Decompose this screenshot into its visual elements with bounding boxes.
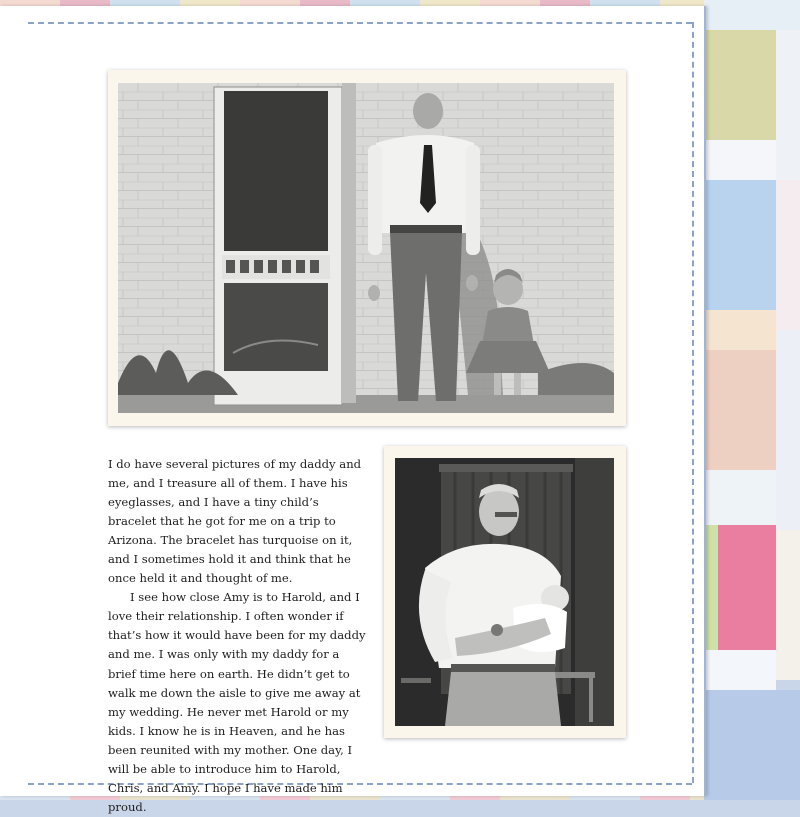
stitch-border-right xyxy=(692,22,694,783)
photo-man-and-girl-image xyxy=(118,83,614,413)
quilt-patch xyxy=(704,0,800,30)
story-paragraph-1: I do have several pictures of my daddy and me, and I treasure all of them. I have his eyeglasses, and I have a tiny child’s bracelet that he got for me on a trip to Arizona. The bracelet has turquoise on it, and I sometimes hold it and think that he once held it and thought of me. xyxy=(108,457,362,586)
quilt-patch xyxy=(704,525,718,650)
photo-man-holding-baby-image xyxy=(395,458,614,726)
quilt-patch xyxy=(704,690,800,800)
quilt-patch xyxy=(704,30,776,140)
photo-man-and-girl xyxy=(118,83,614,413)
quilt-patch xyxy=(704,470,776,525)
photo-mat-large xyxy=(108,70,626,426)
quilt-patch xyxy=(704,180,776,310)
quilt-patch xyxy=(704,650,776,690)
stitch-border-top xyxy=(28,22,692,24)
quilt-patch xyxy=(704,350,776,470)
photo-mat-small xyxy=(384,446,626,738)
quilt-patch xyxy=(776,330,800,530)
quilt-patch xyxy=(718,525,776,650)
quilt-patch xyxy=(776,530,800,680)
quilt-patch xyxy=(704,140,776,180)
quilt-patch xyxy=(776,180,800,330)
quilt-patch xyxy=(704,310,776,350)
story-text xyxy=(108,455,366,817)
photo-man-holding-baby xyxy=(395,458,614,726)
quilt-patch xyxy=(776,30,800,180)
story-paragraph-2: I see how close Amy is to Harold, and I love their relationship. I often wonder if that’s how it would have been for my daddy and me. I was only with my daddy for a brief time here on earth. He didn’t get to walk me down the aisle to give me away at my wedding. He never met Harold or my kids. I know he is in Heaven, and he has been reunited with my mother. One day, I will be able to introduce him to Harold, Chris, and Amy. I hope I have made him proud. xyxy=(108,590,366,814)
